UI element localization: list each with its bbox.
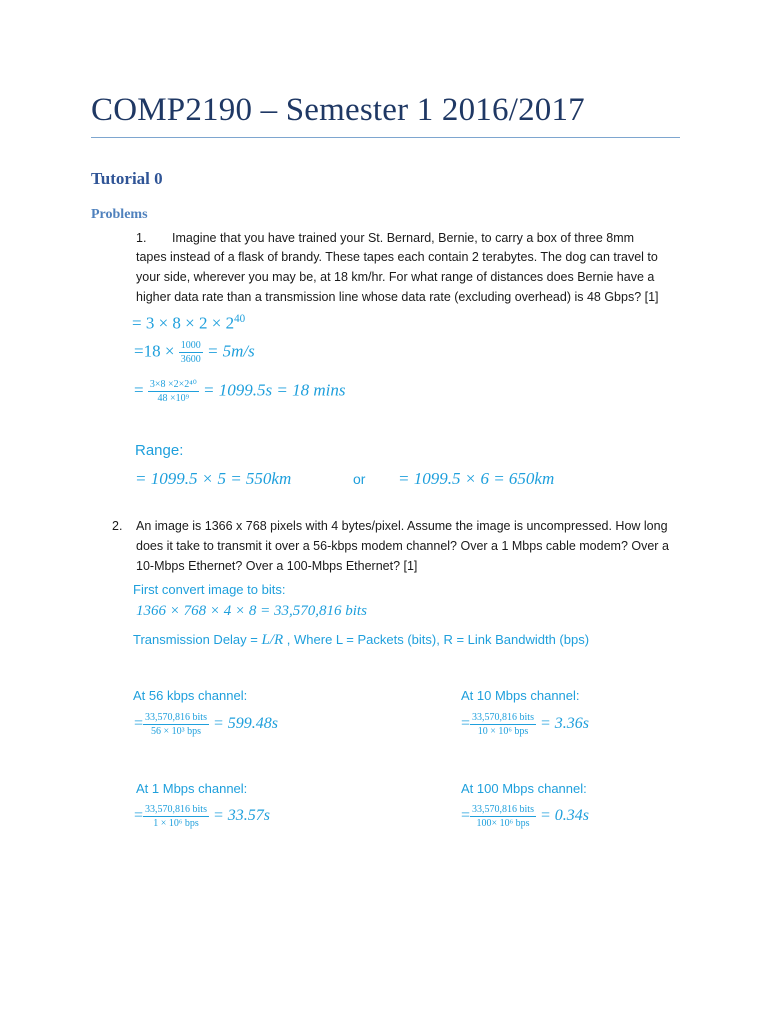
q1-line-3: your side, wherever you may be, at 18 km/hr. For what range of distances does Bernie have a [136,270,655,284]
channel-1mbps-eq: = $\frac{\text{33,570,816 bits}}{\text{1 × 10⁶ bps}}$ = 33.57s [134,804,271,829]
channel-100mbps-fraction: $\frac{\text{33,570,816 bits}}{\text{100× 10⁶ bps}}$ [472,804,534,829]
q1-number: 1. [136,231,147,245]
bits-equation: 1366 × 768 × 4 × 8 = 33,570,816 bits [136,603,367,619]
tutorial-heading: Tutorial 0 [91,169,163,188]
channel-1mbps-label: At 1 Mbps channel: [136,781,248,796]
q1-time-fraction: $\frac{\text{3×8 ×2×2⁴⁰}}{\text{48 ×10⁹}}$ [149,379,197,404]
title-divider [91,137,680,138]
channel-10mbps-eq: = $\frac{\text{33,570,816 bits}}{\text{10 × 10⁶ bps}}$ = 3.36s [461,712,590,737]
range-lower: = 1099.5 × 5 = 550km [135,469,292,488]
range-upper: = 1099.5 × 6 = 650km [398,469,555,488]
document-title: COMP2190 – Semester 1 2016/2017 [91,92,585,128]
q1-eq-time: = $\frac{\text{3×8 ×2×2⁴⁰}}{\text{48 ×10⁹}}$ = 1099.5s = 18 mins [134,379,346,404]
q1-line-4: higher data rate than a transmission line whose data rate (excluding overhead) is 48 Gbps? [1] [136,290,659,304]
channel-56kbps-eq: = $\frac{\text{33,570,816 bits}}{\text{56 × 10³ bps}}$ = 599.48s [134,712,279,737]
range-or: or [353,471,366,487]
channel-10mbps-label: At 10 Mbps channel: [461,688,580,703]
q2-line-1: An image is 1366 x 768 pixels with 4 bytes/pixel. Assume the image is uncompressed. How long [136,519,668,533]
q1-eq-total-bytes: = $3 \times 8 \times 2 \times 2^{40}$ [132,313,246,333]
q1-line-1: Imagine that you have trained your St. Bernard, Bernie, to carry a box of three 8mm [172,231,635,245]
q1-speed-fraction: $\frac{1000}{3600}$ [180,340,201,365]
range-label: Range: [135,442,184,459]
convert-label: First convert image to bits: [133,582,286,597]
channel-56kbps-label: At 56 kbps channel: [133,688,248,703]
q2-line-3: 10-Mbps Ethernet? Over a 100-Mbps Ethernet? [1] [136,559,418,573]
q1-eq-speed: =18 × $\frac{1000}{3600}$ = 5m/s [134,340,255,365]
channel-100mbps-eq: = $\frac{\text{33,570,816 bits}}{\text{100× 10⁶ bps}}$ = 0.34s [461,804,590,829]
transmission-delay-formula: Transmission Delay = L/R , Where L = Packets (bits), R = Link Bandwidth (bps) [133,632,590,648]
channel-1mbps-fraction: $\frac{\text{33,570,816 bits}}{\text{1 × 10⁶ bps}}$ [145,804,207,829]
channel-10mbps-fraction: $\frac{\text{33,570,816 bits}}{\text{10 × 10⁶ bps}}$ [472,712,534,737]
channel-100mbps-label: At 100 Mbps channel: [461,781,587,796]
channel-56kbps-fraction: $\frac{\text{33,570,816 bits}}{\text{56 × 10³ bps}}$ [145,712,207,737]
problems-heading: Problems [91,207,148,222]
q1-line-2: tapes instead of a flask of brandy. These tapes each contain 2 terabytes. The dog can travel to [136,250,658,264]
q2-number: 2. [112,519,123,533]
q2-line-2: does it take to transmit it over a 56-kbps modem channel? Over a 1 Mbps cable modem? Over a [136,539,669,553]
